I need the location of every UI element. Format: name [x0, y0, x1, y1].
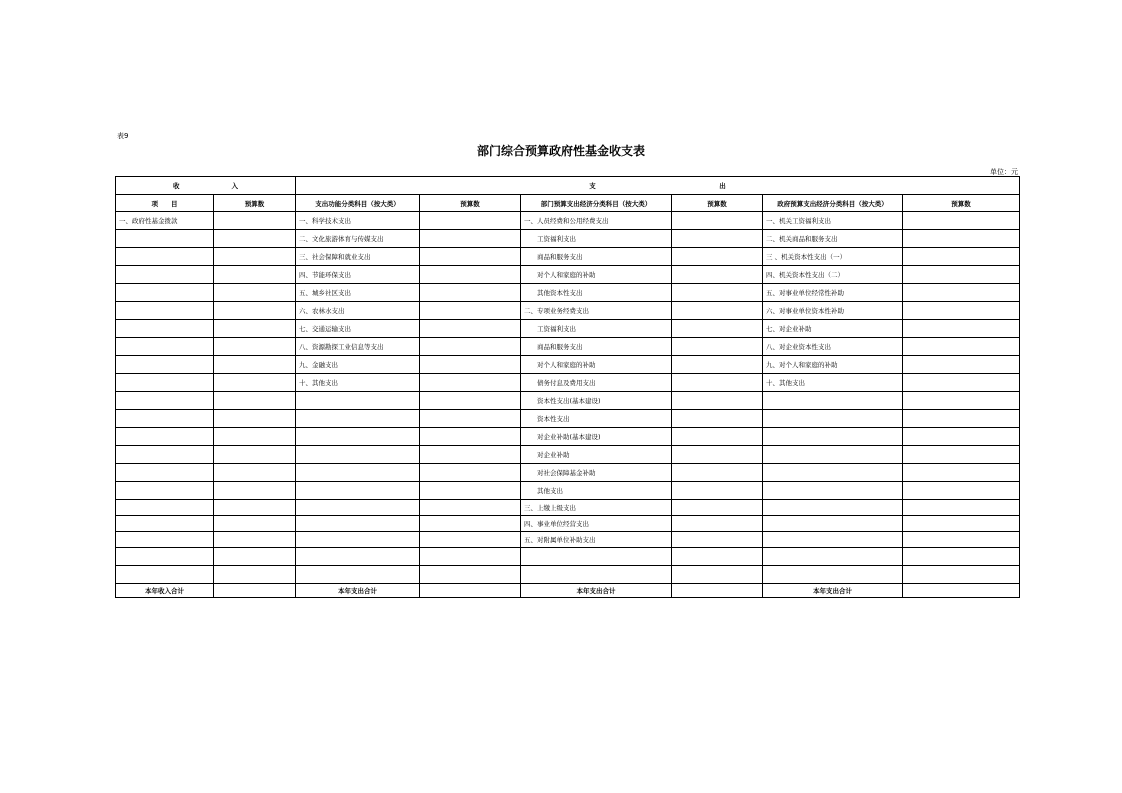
func-item-cell	[296, 566, 420, 584]
gov-item-cell	[763, 428, 903, 446]
func-budget-cell	[420, 566, 521, 584]
gov-item-cell	[763, 548, 903, 566]
gov-item-cell	[763, 500, 903, 516]
econ-budget-cell	[672, 410, 763, 428]
table-row	[116, 392, 1020, 410]
totals-row	[116, 584, 1020, 598]
func-item-cell	[296, 532, 420, 548]
func-item-cell: 九、金融支出	[296, 356, 420, 374]
econ-budget-cell	[672, 212, 763, 230]
gov-budget-cell	[903, 374, 1020, 392]
func-budget-cell	[420, 320, 521, 338]
econ-budget-cell	[672, 302, 763, 320]
func-budget-cell	[420, 230, 521, 248]
econ-item-cell: 其他资本性支出	[521, 284, 672, 302]
func-budget-cell	[420, 516, 521, 532]
gov-item-cell	[763, 532, 903, 548]
gov-item-cell	[763, 464, 903, 482]
econ-item-cell	[521, 566, 672, 584]
header-row-group	[116, 177, 1020, 195]
econ-item-cell: 二、专项业务经费支出	[521, 302, 672, 320]
econ-budget-cell	[672, 548, 763, 566]
income-item-cell	[116, 516, 214, 532]
gov-item-cell	[763, 410, 903, 428]
income-item-cell	[116, 464, 214, 482]
gov-item-cell: 一、机关工资福利支出	[763, 212, 903, 230]
income-budget-cell	[214, 356, 296, 374]
gov-item-cell: 二、机关商品和服务支出	[763, 230, 903, 248]
table-row	[116, 516, 1020, 532]
col-header-budget: 预算数	[214, 195, 296, 212]
func-total-label: 本年支出合计	[296, 584, 420, 598]
econ-item-cell	[521, 548, 672, 566]
gov-budget-cell	[903, 320, 1020, 338]
table-row	[116, 532, 1020, 548]
income-item-cell	[116, 428, 214, 446]
table-row	[116, 566, 1020, 584]
table-row	[116, 302, 1020, 320]
income-item-cell	[116, 548, 214, 566]
gov-budget-cell	[903, 532, 1020, 548]
col-header-econ: 部门预算支出经济分类科目（按大类）	[521, 195, 672, 212]
table-row	[116, 548, 1020, 566]
gov-item-cell: 十、其他支出	[763, 374, 903, 392]
gov-item-cell: 六、对事业单位资本性补助	[763, 302, 903, 320]
func-budget-cell	[420, 266, 521, 284]
income-budget-cell	[214, 230, 296, 248]
table-row	[116, 212, 1020, 230]
func-budget-cell	[420, 302, 521, 320]
func-budget-cell	[420, 212, 521, 230]
income-budget-cell	[214, 464, 296, 482]
econ-item-cell: 对企业补助(基本建设)	[521, 428, 672, 446]
gov-budget-cell	[903, 212, 1020, 230]
func-budget-cell	[420, 338, 521, 356]
col-header-gov: 政府预算支出经济分类科目（按大类）	[763, 195, 903, 212]
income-item-cell	[116, 392, 214, 410]
func-item-cell	[296, 410, 420, 428]
income-budget-cell	[214, 446, 296, 464]
econ-budget-cell	[672, 482, 763, 500]
func-budget-cell	[420, 482, 521, 500]
func-budget-cell	[420, 374, 521, 392]
income-budget-cell	[214, 548, 296, 566]
gov-budget-cell	[903, 266, 1020, 284]
table-number: 表9	[117, 132, 129, 140]
gov-budget-cell	[903, 464, 1020, 482]
expense-group-header: 支 出	[296, 177, 1020, 195]
func-item-cell	[296, 482, 420, 500]
econ-item-cell: 五、对附属单位补助支出	[521, 532, 672, 548]
econ-budget-cell	[672, 356, 763, 374]
table-row	[116, 374, 1020, 392]
econ-budget-cell	[672, 374, 763, 392]
income-item-cell	[116, 248, 214, 266]
income-item-cell: 一、政府性基金拨款	[116, 212, 214, 230]
table-row	[116, 446, 1020, 464]
econ-item-cell: 资本性支出	[521, 410, 672, 428]
econ-item-cell: 工资福利支出	[521, 320, 672, 338]
gov-budget-cell	[903, 392, 1020, 410]
income-item-cell	[116, 266, 214, 284]
econ-item-cell: 其他支出	[521, 482, 672, 500]
gov-budget-cell	[903, 410, 1020, 428]
income-item-cell	[116, 374, 214, 392]
income-item-cell	[116, 356, 214, 374]
econ-budget-cell	[672, 248, 763, 266]
func-item-cell: 七、交通运输支出	[296, 320, 420, 338]
econ-item-cell: 商品和服务支出	[521, 248, 672, 266]
gov-item-cell: 八、对企业资本性支出	[763, 338, 903, 356]
income-item-cell	[116, 284, 214, 302]
unit-label: 单位：元	[990, 168, 1018, 176]
func-item-cell	[296, 516, 420, 532]
econ-item-cell: 三、上缴上级支出	[521, 500, 672, 516]
func-item-cell	[296, 548, 420, 566]
econ-budget-cell	[672, 532, 763, 548]
income-group-header: 收 入	[116, 177, 296, 195]
income-budget-cell	[214, 284, 296, 302]
func-item-cell	[296, 500, 420, 516]
gov-budget-cell	[903, 566, 1020, 584]
table-row	[116, 230, 1020, 248]
func-budget-cell	[420, 410, 521, 428]
func-budget-cell	[420, 284, 521, 302]
gov-budget-cell	[903, 230, 1020, 248]
income-budget-cell	[214, 482, 296, 500]
econ-budget-cell	[672, 320, 763, 338]
econ-item-cell: 资本性支出(基本建设)	[521, 392, 672, 410]
func-total-value	[420, 584, 521, 598]
income-item-cell	[116, 320, 214, 338]
income-budget-cell	[214, 212, 296, 230]
gov-item-cell: 四、机关资本性支出（二）	[763, 266, 903, 284]
func-item-cell	[296, 446, 420, 464]
func-item-cell: 八、资源勘探工业信息等支出	[296, 338, 420, 356]
income-total-value	[214, 584, 296, 598]
func-item-cell: 二、文化旅游体育与传媒支出	[296, 230, 420, 248]
func-item-cell	[296, 392, 420, 410]
col-header-func: 支出功能分类科目（按大类）	[296, 195, 420, 212]
func-budget-cell	[420, 500, 521, 516]
func-budget-cell	[420, 446, 521, 464]
gov-item-cell	[763, 482, 903, 500]
func-budget-cell	[420, 356, 521, 374]
income-budget-cell	[214, 410, 296, 428]
income-item-cell	[116, 446, 214, 464]
table-row	[116, 482, 1020, 500]
econ-item-cell: 商品和服务支出	[521, 338, 672, 356]
gov-budget-cell	[903, 284, 1020, 302]
income-budget-cell	[214, 566, 296, 584]
func-budget-cell	[420, 548, 521, 566]
gov-budget-cell	[903, 482, 1020, 500]
econ-item-cell: 债务付息及费用支出	[521, 374, 672, 392]
table-body	[116, 177, 1020, 598]
income-budget-cell	[214, 374, 296, 392]
table-row	[116, 248, 1020, 266]
func-item-cell: 一、科学技术支出	[296, 212, 420, 230]
func-item-cell: 六、农林水支出	[296, 302, 420, 320]
func-budget-cell	[420, 532, 521, 548]
econ-budget-cell	[672, 284, 763, 302]
table-row	[116, 266, 1020, 284]
func-budget-cell	[420, 392, 521, 410]
table-row	[116, 464, 1020, 482]
income-budget-cell	[214, 532, 296, 548]
gov-item-cell: 九、对个人和家庭的补助	[763, 356, 903, 374]
econ-budget-cell	[672, 392, 763, 410]
gov-budget-cell	[903, 500, 1020, 516]
table-row	[116, 356, 1020, 374]
func-item-cell: 五、城乡社区支出	[296, 284, 420, 302]
gov-budget-cell	[903, 248, 1020, 266]
gov-item-cell	[763, 446, 903, 464]
econ-total-value	[672, 584, 763, 598]
income-budget-cell	[214, 500, 296, 516]
gov-budget-cell	[903, 446, 1020, 464]
income-budget-cell	[214, 516, 296, 532]
table-row	[116, 500, 1020, 516]
table-row	[116, 410, 1020, 428]
col-header-item: 项 目	[116, 195, 214, 212]
econ-budget-cell	[672, 516, 763, 532]
econ-item-cell: 对社会保障基金补助	[521, 464, 672, 482]
table-row	[116, 320, 1020, 338]
econ-item-cell: 对企业补助	[521, 446, 672, 464]
income-item-cell	[116, 532, 214, 548]
income-budget-cell	[214, 320, 296, 338]
income-budget-cell	[214, 428, 296, 446]
table-row	[116, 284, 1020, 302]
econ-item-cell: 对个人和家庭的补助	[521, 266, 672, 284]
econ-budget-cell	[672, 428, 763, 446]
gov-total-value	[903, 584, 1020, 598]
gov-budget-cell	[903, 356, 1020, 374]
gov-budget-cell	[903, 302, 1020, 320]
gov-item-cell: 三 、机关资本性支出（一）	[763, 248, 903, 266]
func-budget-cell	[420, 464, 521, 482]
func-item-cell: 十、其他支出	[296, 374, 420, 392]
econ-budget-cell	[672, 500, 763, 516]
econ-item-cell: 对个人和家庭的补助	[521, 356, 672, 374]
income-item-cell	[116, 302, 214, 320]
income-item-cell	[116, 230, 214, 248]
income-total-label: 本年收入合计	[116, 584, 214, 598]
page-title: 部门综合预算政府性基金收支表	[476, 144, 645, 158]
gov-budget-cell	[903, 428, 1020, 446]
income-budget-cell	[214, 338, 296, 356]
econ-budget-cell	[672, 566, 763, 584]
col-header-budget: 预算数	[420, 195, 521, 212]
econ-item-cell: 一、人员经费和公用经费支出	[521, 212, 672, 230]
col-header-budget: 预算数	[672, 195, 763, 212]
income-budget-cell	[214, 266, 296, 284]
income-item-cell	[116, 566, 214, 584]
econ-budget-cell	[672, 464, 763, 482]
func-budget-cell	[420, 248, 521, 266]
econ-item-cell: 四、事业单位经营支出	[521, 516, 672, 532]
func-item-cell	[296, 464, 420, 482]
col-header-budget: 预算数	[903, 195, 1020, 212]
gov-budget-cell	[903, 338, 1020, 356]
econ-item-cell: 工资福利支出	[521, 230, 672, 248]
table-row	[116, 338, 1020, 356]
gov-total-label: 本年支出合计	[763, 584, 903, 598]
header-row-columns	[116, 195, 1020, 212]
gov-item-cell	[763, 516, 903, 532]
func-item-cell: 三、社会保障和就业支出	[296, 248, 420, 266]
gov-item-cell: 五、对事业单位经常性补助	[763, 284, 903, 302]
gov-budget-cell	[903, 516, 1020, 532]
income-item-cell	[116, 338, 214, 356]
gov-item-cell: 七、对企业补助	[763, 320, 903, 338]
income-budget-cell	[214, 392, 296, 410]
econ-budget-cell	[672, 266, 763, 284]
income-item-cell	[116, 410, 214, 428]
gov-item-cell	[763, 392, 903, 410]
func-item-cell	[296, 428, 420, 446]
income-item-cell	[116, 482, 214, 500]
table-row	[116, 428, 1020, 446]
budget-table	[115, 176, 1020, 598]
econ-budget-cell	[672, 230, 763, 248]
econ-total-label: 本年支出合计	[521, 584, 672, 598]
func-item-cell: 四、节能环保支出	[296, 266, 420, 284]
income-budget-cell	[214, 302, 296, 320]
econ-budget-cell	[672, 446, 763, 464]
econ-budget-cell	[672, 338, 763, 356]
income-item-cell	[116, 500, 214, 516]
gov-budget-cell	[903, 548, 1020, 566]
gov-item-cell	[763, 566, 903, 584]
income-budget-cell	[214, 248, 296, 266]
func-budget-cell	[420, 428, 521, 446]
